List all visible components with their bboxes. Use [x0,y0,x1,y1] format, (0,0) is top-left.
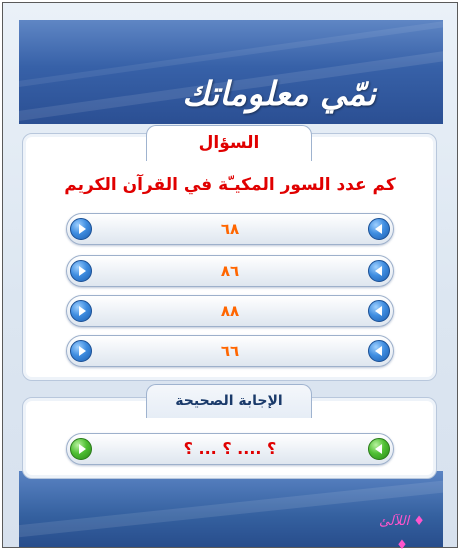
footer-banner [19,471,443,553]
option-text: ٨٦ [220,262,240,280]
play-left-icon[interactable] [368,300,390,322]
answer-option-3[interactable] [66,295,394,327]
answer-option-4[interactable] [66,335,394,367]
question-label: السؤال [146,125,312,161]
app-title: نمّي معلوماتك [182,74,376,113]
answer-option-1[interactable] [66,213,394,245]
play-left-icon[interactable] [368,438,390,460]
header-banner [19,20,443,124]
answer-reveal-bar[interactable] [66,433,394,465]
play-left-icon[interactable] [368,218,390,240]
signature: ♦ اللآلئ ♦ [379,514,425,553]
play-left-icon[interactable] [368,260,390,282]
option-text: ٨٨ [220,302,240,320]
answer-value: ؟ .... ؟ ... ؟ [183,439,277,458]
play-left-icon[interactable] [368,340,390,362]
answer-option-2[interactable] [66,255,394,287]
option-text: ٦٨ [220,220,240,238]
answer-label: الإجابة الصحيحة [146,384,312,418]
option-text: ٦٦ [220,342,240,360]
question-text: كم عدد السور المكيـّة في القرآن الكريم [64,175,396,195]
